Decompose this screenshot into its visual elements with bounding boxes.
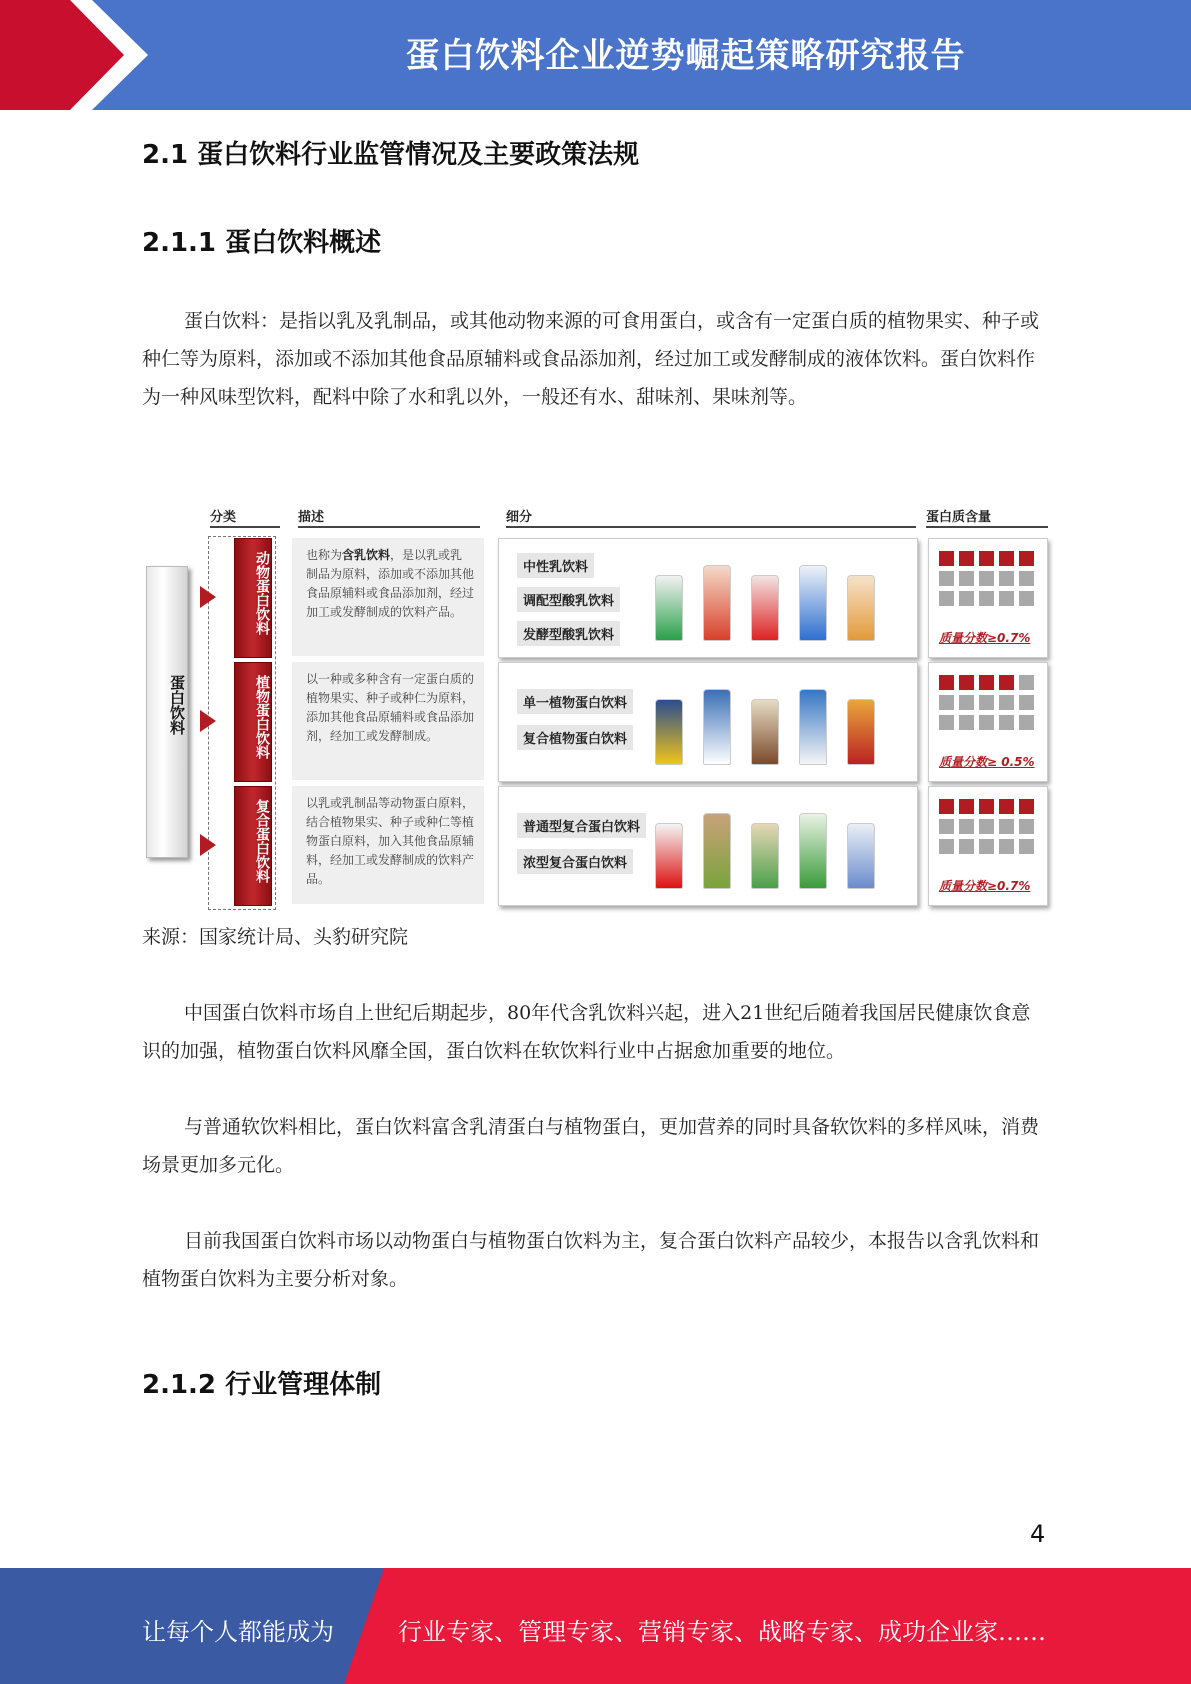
product-package-image xyxy=(703,565,731,641)
subdivision-box xyxy=(498,538,918,658)
protein-square xyxy=(999,839,1014,854)
section-heading-2-1-1: 2.1.1 蛋白饮料概述 xyxy=(142,228,382,258)
row-arrow-icon xyxy=(200,834,216,856)
product-package-image xyxy=(799,813,827,889)
subdivision-box xyxy=(498,662,918,782)
figure-header-description: 描述 xyxy=(298,506,324,525)
product-package-image xyxy=(655,575,683,641)
protein-square xyxy=(999,799,1014,814)
page-number: 4 xyxy=(1030,1520,1046,1548)
protein-square xyxy=(1019,839,1034,854)
protein-square xyxy=(1019,675,1034,690)
protein-square xyxy=(979,839,994,854)
protein-square xyxy=(1019,799,1034,814)
subdivision-label: 中性乳饮料 xyxy=(517,553,594,578)
protein-square xyxy=(939,591,954,606)
footer-slogan-left: 让每个人都能成为 xyxy=(142,1618,334,1646)
protein-square xyxy=(979,571,994,586)
product-package-image xyxy=(799,689,827,765)
protein-square xyxy=(959,695,974,710)
product-package-image xyxy=(751,699,779,765)
protein-square xyxy=(939,799,954,814)
subdivision-label: 单一植物蛋白饮料 xyxy=(517,689,633,714)
product-package-image xyxy=(847,823,875,889)
section-heading-2-1-2: 2.1.2 行业管理体制 xyxy=(142,1370,382,1400)
protein-square xyxy=(939,839,954,854)
category-description: 也称为含乳饮料，是以乳或乳制品为原料，添加或不添加其他食品原辅料或食品添加剂，经过加工或发酵制成的饮料产品。 xyxy=(292,538,484,656)
protein-square xyxy=(959,591,974,606)
row-arrow-icon xyxy=(200,710,216,732)
category-description: 以一种或多种含有一定蛋白质的植物果实、种子或种仁为原料，添加其他食品原辅料或食品添加剂，经加工或发酵制成。 xyxy=(292,662,484,780)
row-arrow-icon xyxy=(200,586,216,608)
footer-slogan-right: 行业专家、管理专家、营销专家、战略专家、成功企业家…… xyxy=(398,1618,1046,1646)
category-description: 以乳或乳制品等动物蛋白原料，结合植物果实、种子或种仁等植物蛋白原料，加入其他食品原辅料，经加工或发酵制成的饮料产品。 xyxy=(292,786,484,904)
protein-square xyxy=(959,839,974,854)
category-tag xyxy=(234,786,272,906)
protein-percentage: 质量分数≥0.7% xyxy=(939,879,1031,893)
protein-square xyxy=(1019,695,1034,710)
protein-square xyxy=(959,551,974,566)
protein-square xyxy=(939,819,954,834)
figure-source: 来源：国家统计局、头豹研究院 xyxy=(142,926,409,948)
category-tag xyxy=(234,662,272,782)
protein-square xyxy=(959,819,974,834)
product-package-image xyxy=(799,565,827,641)
subdivision-box xyxy=(498,786,918,906)
protein-square xyxy=(999,715,1014,730)
subdivision-label: 复合植物蛋白饮料 xyxy=(517,725,633,750)
protein-square xyxy=(979,695,994,710)
protein-content-grid xyxy=(928,662,1048,782)
protein-square xyxy=(999,571,1014,586)
protein-square xyxy=(999,819,1014,834)
product-package-image xyxy=(703,813,731,889)
category-label: 动物蛋白饮料 xyxy=(254,551,270,635)
protein-square xyxy=(1019,819,1034,834)
category-label: 复合蛋白饮料 xyxy=(254,799,270,883)
protein-square xyxy=(959,799,974,814)
report-title: 蛋白饮料企业逆势崛起策略研究报告 xyxy=(405,36,966,76)
protein-square xyxy=(999,551,1014,566)
product-package-image xyxy=(847,699,875,765)
protein-square xyxy=(939,715,954,730)
protein-square xyxy=(979,799,994,814)
protein-square xyxy=(1019,551,1034,566)
protein-square xyxy=(939,675,954,690)
protein-square xyxy=(1019,591,1034,606)
category-tag xyxy=(234,538,272,658)
paragraph-scope: 目前我国蛋白饮料市场以动物蛋白与植物蛋白饮料为主，复合蛋白饮料产品较少，本报告以含乳饮料和植物蛋白饮料为主要分析对象。 xyxy=(142,1230,1040,1290)
figure-header-subdivision: 细分 xyxy=(506,506,532,525)
section-heading-2-1: 2.1 蛋白饮料行业监管情况及主要政策法规 xyxy=(142,140,640,170)
subdivision-label: 调配型酸乳饮料 xyxy=(517,587,620,612)
paragraph-history: 中国蛋白饮料市场自上世纪后期起步，80年代含乳饮料兴起，进入21世纪后随着我国居民健康饮食意识的加强，植物蛋白饮料风靡全国，蛋白饮料在软饮料行业中占据愈加重要的地位。 xyxy=(142,1002,1031,1062)
page-footer xyxy=(0,1568,1191,1684)
root-category-bar: 蛋白饮料 xyxy=(146,566,188,858)
subdivision-label: 发酵型酸乳饮料 xyxy=(517,621,620,646)
protein-square xyxy=(979,591,994,606)
protein-square xyxy=(959,675,974,690)
protein-square xyxy=(939,551,954,566)
paragraph-comparison: 与普通软饮料相比，蛋白饮料富含乳清蛋白与植物蛋白，更加营养的同时具备软饮料的多样风味，消费场景更加多元化。 xyxy=(142,1116,1040,1176)
protein-square xyxy=(999,591,1014,606)
product-package-image xyxy=(751,575,779,641)
protein-square xyxy=(999,695,1014,710)
protein-square xyxy=(939,571,954,586)
product-package-image xyxy=(655,823,683,889)
protein-square xyxy=(959,715,974,730)
protein-percentage: 质量分数≥ 0.5% xyxy=(939,755,1035,769)
subdivision-label: 浓型复合蛋白饮料 xyxy=(517,849,633,874)
paragraph-definition: 蛋白饮料：是指以乳及乳制品，或其他动物来源的可食用蛋白，或含有一定蛋白质的植物果实、种子或种仁等为原料，添加或不添加其他食品原辅料或食品添加剂，经过加工或发酵制成的液体饮料。蛋白饮料作为一种风味型饮料，配料中除了水和乳以外，一般还有水、甜味剂、果味剂等。 xyxy=(142,310,1040,408)
protein-square xyxy=(979,551,994,566)
header-red-chevron xyxy=(0,0,150,110)
product-package-image xyxy=(847,575,875,641)
figure-header-protein: 蛋白质含量 xyxy=(926,506,991,525)
protein-content-grid xyxy=(928,786,1048,906)
category-label: 植物蛋白饮料 xyxy=(254,675,270,759)
protein-square xyxy=(959,571,974,586)
protein-square xyxy=(1019,571,1034,586)
product-package-image xyxy=(655,699,683,765)
page-header xyxy=(0,0,1191,110)
protein-percentage: 质量分数≥0.7% xyxy=(939,631,1031,645)
protein-square xyxy=(979,675,994,690)
protein-square xyxy=(1019,715,1034,730)
protein-square xyxy=(999,675,1014,690)
protein-square xyxy=(939,695,954,710)
protein-square xyxy=(979,715,994,730)
protein-square xyxy=(979,819,994,834)
subdivision-label: 普通型复合蛋白饮料 xyxy=(517,813,646,838)
classification-figure xyxy=(142,506,1048,906)
protein-content-grid xyxy=(928,538,1048,658)
product-package-image xyxy=(751,823,779,889)
figure-header-category: 分类 xyxy=(210,506,236,525)
product-package-image xyxy=(703,689,731,765)
